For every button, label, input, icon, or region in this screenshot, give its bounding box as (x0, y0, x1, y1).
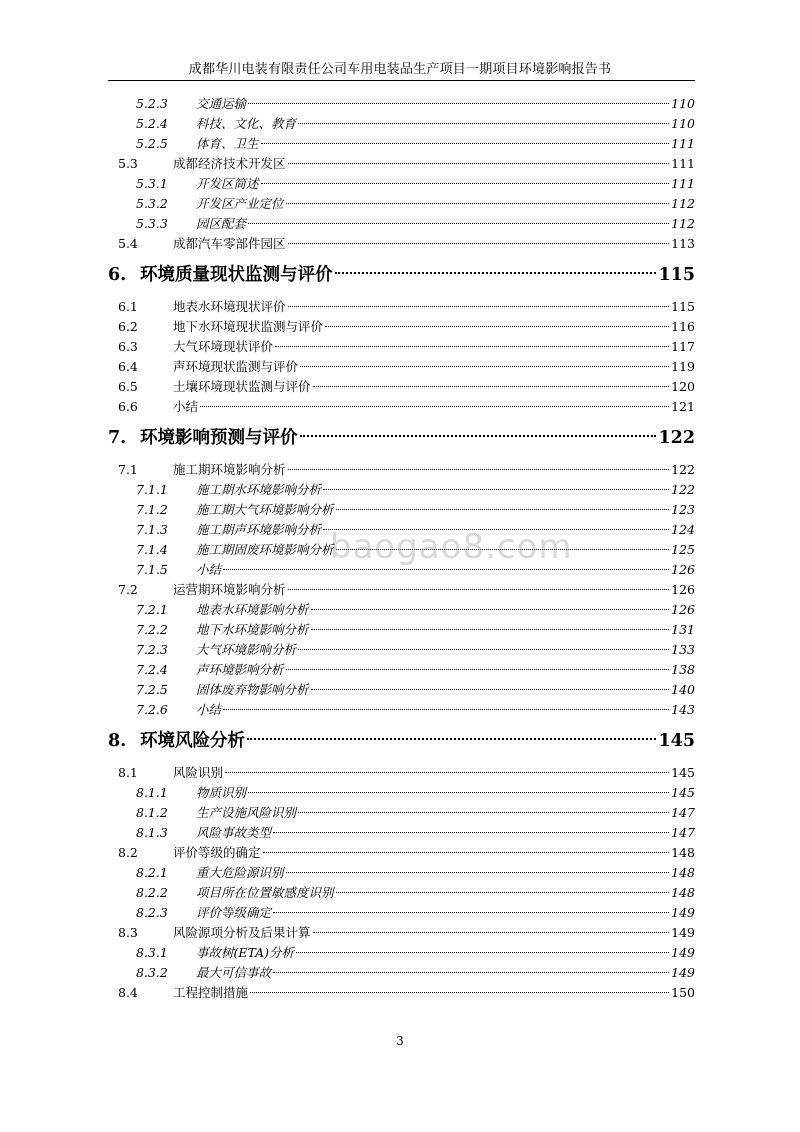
toc-dot-leader (336, 549, 670, 550)
toc-entry-page: 145 (658, 731, 695, 751)
toc-entry[interactable] (108, 397, 695, 417)
toc-dot-leader (223, 569, 669, 570)
toc-entry-title: 工程控制措施 (173, 985, 249, 1000)
toc-entry-title: 风险源项分析及后果计算 (173, 925, 311, 940)
toc-entry-number: 7. (108, 428, 127, 448)
toc-dot-leader (313, 932, 670, 933)
toc-entry-number: 7.2 (118, 582, 138, 597)
toc-entry[interactable] (108, 640, 695, 660)
toc-entry-title: 风险识别 (173, 765, 224, 780)
toc-dot-leader (288, 243, 670, 244)
toc-entry[interactable] (108, 580, 695, 600)
toc-dot-leader (261, 143, 670, 144)
toc-entry-number: 8. (108, 731, 127, 751)
toc-entry[interactable] (108, 194, 695, 214)
toc-dot-leader (298, 812, 669, 813)
toc-entry-title: 最大可信事故 (196, 965, 272, 980)
toc-entry-page: 148 (671, 845, 695, 860)
toc-entry-page: 122 (671, 462, 695, 477)
toc-dot-leader (296, 952, 669, 953)
toc-entry[interactable] (108, 420, 695, 456)
toc-entry-number: 5.3.3 (136, 216, 168, 231)
toc-entry[interactable] (108, 620, 695, 640)
toc-dot-leader (223, 709, 669, 710)
toc-entry-page: 149 (671, 905, 695, 920)
toc-dot-leader (311, 609, 670, 610)
toc-entry-title: 小结 (196, 702, 222, 717)
table-of-contents (108, 94, 695, 1003)
toc-entry[interactable] (108, 234, 695, 254)
toc-dot-leader (313, 386, 670, 387)
toc-entry-page: 110 (671, 116, 695, 131)
toc-entry-title: 施工期环境影响分析 (173, 462, 286, 477)
toc-dot-leader (261, 183, 670, 184)
toc-entry-number: 7.2.4 (136, 662, 168, 677)
toc-entry[interactable] (108, 337, 695, 357)
toc-entry-number: 8.2.3 (136, 905, 168, 920)
toc-dot-leader (336, 509, 670, 510)
toc-entry-number: 5.3.1 (136, 176, 168, 191)
toc-dot-leader (298, 123, 669, 124)
toc-entry-page: 150 (671, 985, 695, 1000)
toc-entry[interactable] (108, 680, 695, 700)
toc-entry-number: 8.1.3 (136, 825, 168, 840)
page-number: 3 (396, 1034, 404, 1048)
toc-entry-number: 5.2.4 (136, 116, 168, 131)
toc-entry[interactable] (108, 94, 695, 114)
toc-entry-page: 123 (671, 502, 695, 517)
page-header: 成都华川电装有限责任公司车用电装品生产项目一期项目环境影响报告书 (188, 62, 612, 77)
toc-entry-page: 111 (671, 156, 695, 171)
toc-entry-number: 5.2.3 (136, 96, 168, 111)
toc-entry-page: 149 (671, 965, 695, 980)
toc-entry-page: 119 (671, 359, 695, 374)
toc-entry-number: 8.1 (118, 765, 138, 780)
toc-entry-page: 131 (671, 622, 695, 637)
toc-entry[interactable] (108, 460, 695, 480)
toc-entry-page: 121 (671, 399, 695, 414)
toc-entry-number: 5.4 (118, 236, 138, 251)
toc-entry-page: 125 (671, 542, 695, 557)
toc-entry-title: 环境风险分析 (140, 731, 245, 751)
toc-dot-leader (325, 326, 669, 327)
toc-entry[interactable] (108, 297, 695, 317)
toc-entry-number: 7.2.2 (136, 622, 168, 637)
toc-entry-page: 145 (671, 765, 695, 780)
toc-entry-number: 7.1.3 (136, 522, 168, 537)
toc-entry-page: 126 (671, 582, 695, 597)
toc-entry-page: 112 (671, 196, 695, 211)
toc-entry[interactable] (108, 983, 695, 1003)
toc-entry[interactable] (108, 500, 695, 520)
toc-entry-number: 7.2.6 (136, 702, 168, 717)
toc-entry[interactable] (108, 257, 695, 293)
toc-dot-leader (248, 103, 669, 104)
toc-entry-page: 149 (671, 945, 695, 960)
toc-entry[interactable] (108, 317, 695, 337)
toc-entry-title: 施工期固废环境影响分析 (196, 542, 334, 557)
toc-entry-title: 项目所在位置敏感度识别 (196, 885, 334, 900)
toc-entry-title: 事故树(ETA)分析 (196, 945, 295, 960)
toc-dot-leader (323, 489, 669, 490)
toc-entry-page: 149 (671, 925, 695, 940)
toc-entry-page: 124 (671, 522, 695, 537)
toc-entry[interactable] (108, 923, 695, 943)
toc-dot-leader (225, 772, 669, 773)
toc-entry[interactable] (108, 723, 695, 759)
toc-entry-title: 地下水环境影响分析 (196, 622, 309, 637)
toc-entry-number: 7.1 (118, 462, 138, 477)
toc-entry-number: 7.1.2 (136, 502, 168, 517)
toc-entry-title: 物质识别 (196, 785, 247, 800)
toc-dot-leader (288, 589, 670, 590)
toc-dot-leader (263, 852, 670, 853)
toc-entry-title: 开发区产业定位 (196, 196, 284, 211)
toc-entry[interactable] (108, 843, 695, 863)
toc-entry-number: 6.5 (118, 379, 138, 394)
toc-entry-page: 138 (671, 662, 695, 677)
toc-entry-title: 成都经济技术开发区 (173, 156, 286, 171)
toc-entry-title: 环境影响预测与评价 (140, 428, 298, 448)
toc-entry-title: 环境质量现状监测与评价 (140, 265, 333, 285)
toc-entry-number: 6.2 (118, 319, 138, 334)
toc-dot-leader (250, 992, 669, 993)
toc-entry-page: 148 (671, 865, 695, 880)
toc-entry-number: 7.1.4 (136, 542, 168, 557)
toc-entry-title: 评价等级的确定 (173, 845, 261, 860)
toc-entry-number: 6.1 (118, 299, 138, 314)
toc-dot-leader (298, 649, 669, 650)
toc-entry-page: 115 (658, 265, 695, 285)
toc-entry-number: 7.1.5 (136, 562, 168, 577)
toc-dot-leader (286, 203, 670, 204)
toc-entry-number: 7.2.1 (136, 602, 168, 617)
toc-entry-title: 小结 (196, 562, 222, 577)
toc-entry-title: 地表水环境影响分析 (196, 602, 309, 617)
toc-dot-leader (336, 892, 670, 893)
toc-entry-page: 126 (671, 602, 695, 617)
toc-entry-page: 145 (671, 785, 695, 800)
toc-entry-title: 声环境现状监测与评价 (173, 359, 299, 374)
toc-entry-title: 地下水环境现状监测与评价 (173, 319, 324, 334)
toc-entry-number: 8.2 (118, 845, 138, 860)
toc-dot-leader (288, 306, 670, 307)
toc-entry-page: 117 (671, 339, 695, 354)
toc-entry-number: 8.3 (118, 925, 138, 940)
toc-entry-number: 6. (108, 265, 127, 285)
toc-entry-title: 施工期水环境影响分析 (196, 482, 322, 497)
toc-dot-leader (288, 469, 670, 470)
toc-entry-number: 6.6 (118, 399, 138, 414)
toc-entry-title: 成都汽车零部件园区 (173, 236, 286, 251)
toc-entry-number: 8.1.1 (136, 785, 168, 800)
toc-entry-page: 122 (671, 482, 695, 497)
toc-entry-page: 111 (671, 176, 695, 191)
toc-dot-leader (248, 792, 669, 793)
toc-entry-number: 8.2.1 (136, 865, 168, 880)
toc-entry-title: 施工期声环境影响分析 (196, 522, 322, 537)
toc-entry-title: 小结 (173, 399, 199, 414)
toc-entry-page: 120 (671, 379, 695, 394)
toc-entry[interactable] (108, 357, 695, 377)
toc-entry-title: 地表水环境现状评价 (173, 299, 286, 314)
toc-entry[interactable] (108, 174, 695, 194)
toc-entry-number: 5.2.5 (136, 136, 168, 151)
toc-entry-number: 5.3.2 (136, 196, 168, 211)
toc-entry-title: 体育、卫生 (196, 136, 259, 151)
toc-dot-leader (248, 223, 669, 224)
toc-dot-leader (300, 366, 669, 367)
toc-entry-page: 126 (671, 562, 695, 577)
toc-entry[interactable] (108, 214, 695, 234)
toc-dot-leader (247, 738, 656, 740)
toc-dot-leader (300, 435, 657, 437)
toc-entry[interactable] (108, 700, 695, 720)
toc-entry-number: 6.4 (118, 359, 138, 374)
toc-entry-number: 8.2.2 (136, 885, 168, 900)
toc-entry[interactable] (108, 660, 695, 680)
toc-entry[interactable] (108, 803, 695, 823)
toc-entry-page: 143 (671, 702, 695, 717)
toc-entry-title: 大气环境现状评价 (173, 339, 274, 354)
toc-dot-leader (286, 872, 670, 873)
toc-entry-number: 7.2.3 (136, 642, 168, 657)
toc-entry[interactable] (108, 783, 695, 803)
toc-entry[interactable] (108, 134, 695, 154)
toc-entry[interactable] (108, 600, 695, 620)
toc-dot-leader (311, 629, 670, 630)
toc-entry-number: 8.1.2 (136, 805, 168, 820)
toc-entry-page: 110 (671, 96, 695, 111)
toc-entry-number: 5.3 (118, 156, 138, 171)
toc-dot-leader (288, 163, 670, 164)
toc-entry-title: 风险事故类型 (196, 825, 272, 840)
toc-entry[interactable] (108, 377, 695, 397)
toc-entry[interactable] (108, 863, 695, 883)
toc-entry-title: 科技、文化、教育 (196, 116, 297, 131)
toc-entry[interactable] (108, 154, 695, 174)
watermark: baogao8.com (330, 527, 573, 567)
toc-entry[interactable] (108, 480, 695, 500)
toc-entry-page: 113 (671, 236, 695, 251)
toc-entry-number: 7.2.5 (136, 682, 168, 697)
toc-entry[interactable] (108, 823, 695, 843)
toc-entry-title: 园区配套 (196, 216, 247, 231)
toc-dot-leader (273, 912, 669, 913)
toc-entry-title: 固体废弃物影响分析 (196, 682, 309, 697)
toc-dot-leader (335, 272, 657, 274)
toc-entry-page: 111 (671, 136, 695, 151)
toc-entry-title: 重大危险源识别 (196, 865, 284, 880)
toc-dot-leader (275, 346, 669, 347)
toc-entry-title: 施工期大气环境影响分析 (196, 502, 334, 517)
toc-entry[interactable] (108, 763, 695, 783)
toc-entry-title: 交通运输 (196, 96, 247, 111)
toc-entry[interactable] (108, 943, 695, 963)
toc-entry[interactable] (108, 963, 695, 983)
toc-entry-title: 开发区简述 (196, 176, 259, 191)
toc-entry-number: 6.3 (118, 339, 138, 354)
toc-entry[interactable] (108, 903, 695, 923)
toc-entry-number: 8.4 (118, 985, 138, 1000)
header-rule (108, 80, 695, 81)
toc-entry-title: 生产设施风险识别 (196, 805, 297, 820)
toc-entry-page: 140 (671, 682, 695, 697)
toc-entry-title: 土壤环境现状监测与评价 (173, 379, 311, 394)
toc-entry[interactable] (108, 520, 695, 540)
toc-entry-title: 大气环境影响分析 (196, 642, 297, 657)
toc-entry-page: 148 (671, 885, 695, 900)
toc-entry-number: 8.3.2 (136, 965, 168, 980)
toc-entry[interactable] (108, 560, 695, 580)
toc-entry-number: 8.3.1 (136, 945, 168, 960)
toc-entry-page: 147 (671, 825, 695, 840)
toc-entry-page: 147 (671, 805, 695, 820)
toc-entry-page: 112 (671, 216, 695, 231)
toc-dot-leader (286, 669, 670, 670)
toc-entry[interactable] (108, 883, 695, 903)
toc-dot-leader (200, 406, 669, 407)
toc-entry-number: 7.1.1 (136, 482, 168, 497)
toc-entry-title: 运营期环境影响分析 (173, 582, 286, 597)
toc-dot-leader (273, 832, 669, 833)
toc-entry[interactable] (108, 114, 695, 134)
toc-entry-page: 133 (671, 642, 695, 657)
toc-entry-page: 116 (671, 319, 695, 334)
toc-entry-page: 115 (671, 299, 695, 314)
toc-entry-title: 声环境影响分析 (196, 662, 284, 677)
toc-dot-leader (273, 972, 669, 973)
toc-entry[interactable] (108, 540, 695, 560)
toc-dot-leader (311, 689, 670, 690)
toc-entry-title: 评价等级确定 (196, 905, 272, 920)
toc-entry-page: 122 (658, 428, 695, 448)
toc-dot-leader (323, 529, 669, 530)
